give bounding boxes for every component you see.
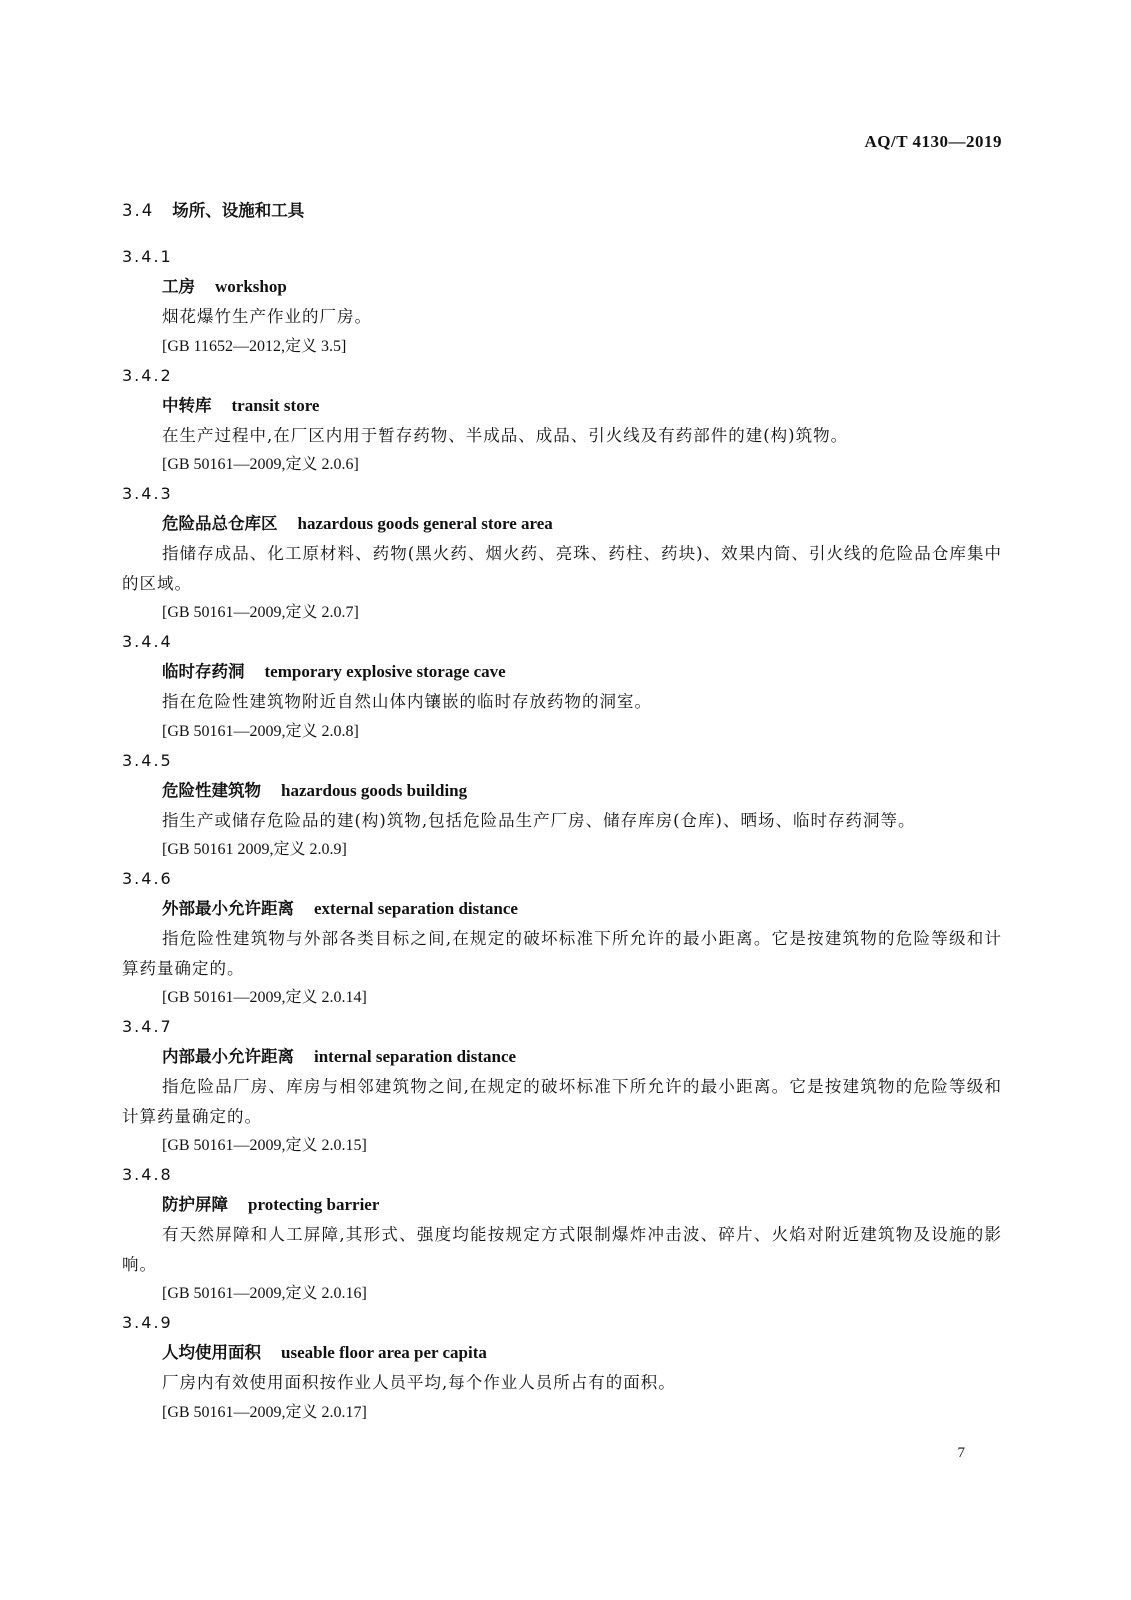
section-heading <box>122 198 1002 224</box>
term-en: useable floor area per capita <box>281 1343 487 1362</box>
content-area <box>122 198 1002 1427</box>
term-entry-3-4-7 <box>122 1012 1002 1160</box>
term-source: [GB 50161—2009,定义 2.0.17] <box>162 1403 367 1421</box>
term-source: [GB 50161—2009,定义 2.0.6] <box>162 456 359 473</box>
entry-number: 3.4.2 <box>122 365 173 385</box>
term-definition: 指危险性建筑物与外部各类目标之间,在规定的破坏标准下所允许的最小距离。它是按建筑物的危险等级和计算药量确定的。 <box>122 929 1002 978</box>
term-definition: 厂房内有效使用面积按作业人员平均,每个作业人员所占有的面积。 <box>162 1373 676 1392</box>
term-cn: 防护屏障 <box>162 1195 228 1214</box>
entry-number: 3.4.4 <box>122 632 173 651</box>
section-number: 3.4 <box>122 201 155 220</box>
entry-number: 3.4.6 <box>122 869 173 888</box>
term-heading <box>122 776 1002 806</box>
term-entry-3-4-9 <box>122 1308 1002 1427</box>
term-heading <box>122 657 1002 687</box>
term-cn: 内部最小允许距离 <box>162 1047 294 1066</box>
term-source: [GB 50161—2009,定义 2.0.8] <box>162 722 359 740</box>
page-number: 7 <box>957 1445 965 1461</box>
term-cn: 危险品总仓库区 <box>162 514 278 533</box>
term-heading <box>122 391 1002 421</box>
term-source: [GB 50161—2009,定义 2.0.7] <box>162 604 359 621</box>
term-definition: 烟花爆竹生产作业的厂房。 <box>162 307 372 326</box>
term-source: [GB 50161—2009,定义 2.0.15] <box>162 1137 367 1154</box>
term-cn: 危险性建筑物 <box>162 780 261 800</box>
term-definition: 在生产过程中,在厂区内用于暂存药物、半成品、成品、引火线及有药部件的建(构)筑物。 <box>162 425 849 445</box>
term-heading <box>122 509 1002 539</box>
term-cn: 临时存药洞 <box>162 662 245 681</box>
term-entry-3-4-4 <box>122 627 1002 746</box>
term-en: hazardous goods building <box>281 780 468 800</box>
term-entry-3-4-3 <box>122 479 1002 627</box>
term-definition: 有天然屏障和人工屏障,其形式、强度均能按规定方式限制爆炸冲击波、碎片、火焰对附近建筑物及设施的影响。 <box>122 1225 1002 1274</box>
term-definition: 指储存成品、化工原材料、药物(黑火药、烟火药、亮珠、药柱、药块)、效果内筒、引火线的危险品仓库集中的区域。 <box>122 544 1002 593</box>
term-definition: 指生产或储存危险品的建(构)筑物,包括危险品生产厂房、储存库房(仓库)、晒场、临时存药洞等。 <box>162 810 916 830</box>
term-entry-3-4-8 <box>122 1160 1002 1308</box>
term-en: workshop <box>215 277 287 296</box>
entry-number: 3.4.1 <box>122 247 173 266</box>
term-cn: 工房 <box>162 277 195 296</box>
term-heading <box>122 894 1002 924</box>
entry-number: 3.4.9 <box>122 1313 173 1332</box>
term-entry-3-4-2 <box>122 361 1002 480</box>
term-en: protecting barrier <box>248 1195 380 1214</box>
term-en: temporary explosive storage cave <box>264 662 506 681</box>
term-en: transit store <box>231 395 320 415</box>
term-entry-3-4-6 <box>122 864 1002 1012</box>
term-cn: 人均使用面积 <box>162 1343 261 1362</box>
term-source: [GB 50161—2009,定义 2.0.16] <box>162 1285 367 1302</box>
term-source: [GB 50161—2009,定义 2.0.14] <box>162 989 367 1006</box>
term-definition: 指在危险性建筑物附近自然山体内镶嵌的临时存放药物的洞室。 <box>162 692 652 711</box>
term-heading <box>122 272 1002 302</box>
document-code: AQ/T 4130—2019 <box>864 132 1002 151</box>
term-entry-3-4-5 <box>122 746 1002 865</box>
term-entry-3-4-1 <box>122 242 1002 361</box>
entry-number: 3.4.7 <box>122 1017 173 1036</box>
entry-number: 3.4.8 <box>122 1165 173 1184</box>
term-en: hazardous goods general store area <box>297 514 553 533</box>
term-source: [GB 11652—2012,定义 3.5] <box>162 337 347 355</box>
term-cn: 中转库 <box>162 395 212 415</box>
entry-number: 3.4.3 <box>122 484 173 503</box>
term-definition: 指危险品厂房、库房与相邻建筑物之间,在规定的破坏标准下所允许的最小距离。它是按建筑物的危险等级和计算药量确定的。 <box>122 1077 1002 1126</box>
term-heading <box>122 1190 1002 1220</box>
entry-number: 3.4.5 <box>122 750 173 770</box>
term-cn: 外部最小允许距离 <box>162 899 294 918</box>
term-heading <box>122 1338 1002 1368</box>
section-title: 场所、设施和工具 <box>172 201 305 220</box>
term-heading <box>122 1042 1002 1072</box>
term-en: external separation distance <box>314 899 518 918</box>
term-source: [GB 50161 2009,定义 2.0.9] <box>162 841 347 858</box>
term-en: internal separation distance <box>314 1047 517 1066</box>
